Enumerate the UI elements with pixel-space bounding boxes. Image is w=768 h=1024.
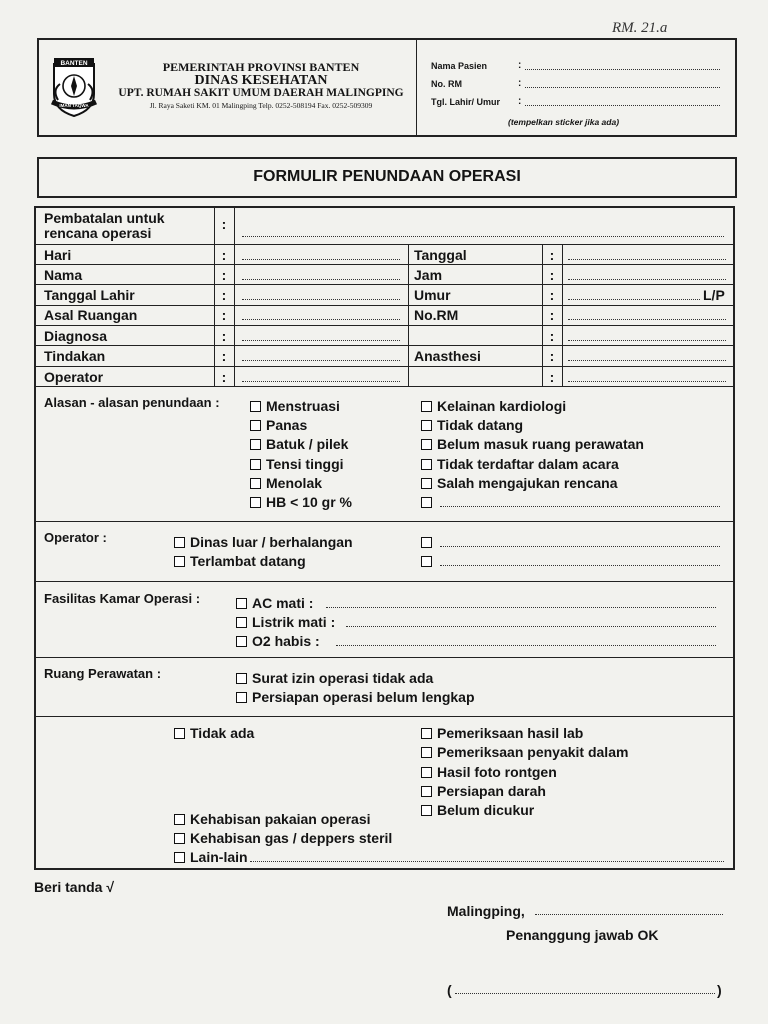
grid-line	[234, 207, 235, 386]
misc-option[interactable]	[174, 724, 254, 742]
checkbox[interactable]	[421, 497, 432, 508]
field-hari[interactable]	[242, 259, 400, 260]
option-label: Kelainan kardiologi	[437, 398, 567, 414]
reason-option[interactable]	[421, 416, 523, 434]
option-label: Dinas luar / berhalangan	[190, 534, 353, 550]
row-label-tindakan: Tindakan	[44, 348, 106, 364]
patient-rm-colon: :	[518, 78, 522, 89]
field-nama[interactable]	[242, 279, 400, 280]
option-label: Tidak ada	[190, 725, 255, 741]
signature-open: (	[447, 982, 452, 998]
field-diagnosa[interactable]	[242, 340, 400, 341]
checkbox[interactable]	[174, 537, 185, 548]
row-label-anasthesi: Anasthesi	[414, 348, 481, 364]
colon: :	[221, 247, 227, 263]
field-umur[interactable]	[568, 299, 700, 300]
field-right-blank-2[interactable]	[568, 381, 726, 382]
colon: :	[221, 267, 227, 283]
cancel-field[interactable]	[242, 236, 724, 237]
row-label-tanggal: Tanggal	[414, 247, 467, 263]
date-field[interactable]	[535, 914, 723, 915]
header-address: Jl. Raya Saketi KM. 01 Malingping Telp. 0252-508194 Fax. 0252-509309	[149, 101, 373, 110]
reason-option[interactable]	[421, 474, 618, 492]
option-label: HB < 10 gr %	[266, 494, 352, 510]
checkbox[interactable]	[250, 439, 261, 450]
reason-option[interactable]	[250, 455, 344, 473]
reason-option[interactable]	[421, 397, 566, 415]
checkbox[interactable]	[250, 401, 261, 412]
section-divider	[35, 716, 734, 717]
option-label: Tensi tinggi	[266, 456, 344, 472]
section-divider	[35, 581, 734, 582]
row-label-tanggal-lahir: Tanggal Lahir	[44, 287, 135, 303]
option-label: Surat izin operasi tidak ada	[252, 670, 434, 686]
form-title: FORMULIR PENUNDAAN OPERASI	[253, 168, 521, 185]
checkbox[interactable]	[250, 459, 261, 470]
checkbox[interactable]	[421, 537, 432, 548]
option-label: Hasil foto rontgen	[437, 764, 557, 780]
signature-field[interactable]	[455, 993, 715, 994]
misc-option[interactable]	[174, 848, 248, 866]
grid-line	[35, 325, 734, 326]
checkbox[interactable]	[421, 767, 432, 778]
patient-dob-label: Tgl. Lahir/ Umur	[431, 97, 501, 107]
colon: :	[549, 348, 555, 364]
checkbox[interactable]	[421, 439, 432, 450]
section-divider	[35, 657, 734, 658]
checkbox[interactable]	[174, 556, 185, 567]
patient-dob-field[interactable]	[525, 105, 720, 106]
facility-option[interactable]	[236, 594, 313, 612]
row-label-jam: Jam	[414, 267, 443, 283]
field-tanggal[interactable]	[568, 259, 726, 260]
facility-field-o2[interactable]	[336, 645, 716, 646]
operator-other[interactable]	[421, 552, 437, 570]
reason-option[interactable]	[250, 435, 348, 453]
option-label: Kehabisan gas / deppers steril	[190, 830, 393, 846]
option-label: Listrik mati :	[252, 614, 336, 630]
option-label: Menstruasi	[266, 398, 340, 414]
misc-option[interactable]	[421, 763, 557, 781]
row-label-nama: Nama	[44, 267, 83, 283]
field-jam[interactable]	[568, 279, 726, 280]
option-label: Tidak terdaftar dalam acara	[437, 456, 619, 472]
reason-option[interactable]	[421, 455, 619, 473]
option-label: Salah mengajukan rencana	[437, 475, 618, 491]
colon: :	[549, 328, 555, 344]
mark-instruction: Beri tanda √	[34, 879, 115, 895]
row-label-no-rm: No.RM	[414, 307, 459, 323]
row-label-operator: Operator	[44, 369, 104, 385]
grid-line	[35, 284, 734, 285]
checkbox[interactable]	[421, 459, 432, 470]
checkbox[interactable]	[421, 420, 432, 431]
field-right-blank-1[interactable]	[568, 340, 726, 341]
field-tanggal-lahir[interactable]	[242, 299, 400, 300]
checkbox[interactable]	[421, 401, 432, 412]
grid-line	[35, 366, 734, 367]
colon: :	[221, 307, 227, 323]
misc-option[interactable]	[421, 801, 534, 819]
reason-option[interactable]	[421, 435, 644, 453]
colon: :	[549, 369, 555, 385]
checkbox[interactable]	[236, 617, 247, 628]
field-no-rm[interactable]	[568, 319, 726, 320]
grid-line	[542, 244, 543, 386]
section-divider	[35, 521, 734, 522]
grid-line	[35, 386, 734, 387]
patient-name-label: Nama Pasien	[431, 61, 488, 71]
option-label: O2 habis :	[252, 633, 320, 649]
header-hospital: UPT. RUMAH SAKIT UMUM DAERAH MALINGPING	[118, 87, 404, 99]
patient-rm-field[interactable]	[525, 87, 720, 88]
checkbox[interactable]	[421, 747, 432, 758]
field-asal-ruangan[interactable]	[242, 319, 400, 320]
facility-option[interactable]	[236, 632, 320, 650]
ward-label: Ruang Perawatan :	[44, 666, 162, 681]
place-label: Malingping,	[447, 903, 525, 919]
responsible-label: Penanggung jawab OK	[506, 927, 659, 943]
checkbox[interactable]	[421, 728, 432, 739]
operator-section-label: Operator :	[44, 530, 107, 545]
gender-suffix: L/P	[703, 287, 725, 303]
grid-line	[35, 264, 734, 265]
reason-other[interactable]	[421, 493, 437, 511]
option-label: Pemeriksaan hasil lab	[437, 725, 584, 741]
field-operator[interactable]	[242, 381, 400, 382]
option-label: Belum masuk ruang perawatan	[437, 436, 644, 452]
checkbox[interactable]	[421, 805, 432, 816]
facility-field-ac[interactable]	[326, 607, 716, 608]
reason-option[interactable]	[250, 416, 307, 434]
misc-option[interactable]	[421, 743, 628, 761]
svg-text:BANTEN: BANTEN	[60, 60, 88, 67]
checkbox[interactable]	[421, 786, 432, 797]
option-label: AC mati :	[252, 595, 314, 611]
form-code-note: RM. 21.a	[612, 20, 668, 36]
reason-option[interactable]	[250, 474, 322, 492]
colon: :	[549, 307, 555, 323]
checkbox[interactable]	[174, 852, 185, 863]
grid-line	[35, 244, 734, 245]
checkbox[interactable]	[250, 478, 261, 489]
facilities-label: Fasilitas Kamar Operasi :	[44, 591, 201, 606]
option-label: Kehabisan pakaian operasi	[190, 811, 371, 827]
row-label-asal-ruangan: Asal Ruangan	[44, 307, 138, 323]
cancel-label-2: rencana operasi	[44, 225, 152, 241]
colon: :	[549, 267, 555, 283]
operator-option[interactable]	[174, 533, 353, 551]
operator-other[interactable]	[421, 533, 437, 551]
row-label-hari: Hari	[44, 247, 72, 263]
checkbox[interactable]	[421, 556, 432, 567]
option-label: Persiapan darah	[437, 783, 546, 799]
sticker-note: (tempelkan sticker jika ada)	[508, 117, 620, 127]
grid-line	[35, 305, 734, 306]
field-anasthesi[interactable]	[568, 360, 726, 361]
option-label: Belum dicukur	[437, 802, 535, 818]
other-field[interactable]	[250, 861, 724, 862]
grid-line	[562, 244, 563, 386]
patient-dob-colon: :	[518, 96, 522, 107]
row-label-diagnosa: Diagnosa	[44, 328, 108, 344]
option-label: Menolak	[266, 475, 323, 491]
option-label: Batuk / pilek	[266, 436, 349, 452]
ward-option[interactable]	[236, 688, 475, 706]
reason-option[interactable]	[250, 397, 340, 415]
checkbox[interactable]	[174, 814, 185, 825]
operator-other-field[interactable]	[440, 565, 720, 566]
option-label: Panas	[266, 417, 308, 433]
field-tindakan[interactable]	[242, 360, 400, 361]
checkbox[interactable]	[250, 497, 261, 508]
checkbox[interactable]	[236, 636, 247, 647]
colon: :	[221, 348, 227, 364]
checkbox[interactable]	[421, 478, 432, 489]
operator-other-field[interactable]	[440, 546, 720, 547]
misc-option[interactable]	[421, 782, 546, 800]
facility-option[interactable]	[236, 613, 335, 631]
signature-close: )	[717, 982, 722, 998]
facility-field-listrik[interactable]	[346, 626, 716, 627]
option-label: Pemeriksaan penyakit dalam	[437, 744, 629, 760]
colon: :	[221, 369, 227, 385]
operator-option[interactable]	[174, 552, 306, 570]
patient-name-colon: :	[518, 60, 522, 71]
row-label-umur: Umur	[414, 287, 451, 303]
checkbox[interactable]	[250, 420, 261, 431]
option-label: Persiapan operasi belum lengkap	[252, 689, 475, 705]
grid-line	[214, 207, 215, 386]
checkbox[interactable]	[174, 728, 185, 739]
misc-option[interactable]	[421, 724, 583, 742]
misc-option[interactable]	[174, 829, 392, 847]
checkbox[interactable]	[174, 833, 185, 844]
colon: :	[221, 328, 227, 344]
option-label: Lain-lain	[190, 849, 248, 865]
misc-option[interactable]	[174, 810, 371, 828]
checkbox[interactable]	[236, 692, 247, 703]
patient-rm-label: No. RM	[431, 79, 462, 89]
checkbox[interactable]	[236, 673, 247, 684]
svg-text:IMAN TAQWA: IMAN TAQWA	[59, 103, 89, 108]
patient-name-field[interactable]	[525, 69, 720, 70]
colon: :	[549, 287, 555, 303]
grid-line	[408, 244, 409, 386]
reason-other-field[interactable]	[440, 506, 720, 507]
reasons-label: Alasan - alasan penundaan :	[44, 395, 220, 410]
option-label: Tidak datang	[437, 417, 524, 433]
colon: :	[549, 247, 555, 263]
cancel-colon: :	[221, 216, 227, 232]
reason-option[interactable]	[250, 493, 352, 511]
colon: :	[221, 287, 227, 303]
cancel-label-1: Pembatalan untuk	[44, 210, 165, 226]
header-government: PEMERINTAH PROVINSI BANTEN	[162, 60, 360, 74]
option-label: Terlambat datang	[190, 553, 306, 569]
province-logo	[46, 54, 102, 118]
checkbox[interactable]	[236, 598, 247, 609]
header-department: DINAS KESEHATAN	[194, 73, 328, 88]
ward-option[interactable]	[236, 669, 433, 687]
grid-line	[35, 345, 734, 346]
